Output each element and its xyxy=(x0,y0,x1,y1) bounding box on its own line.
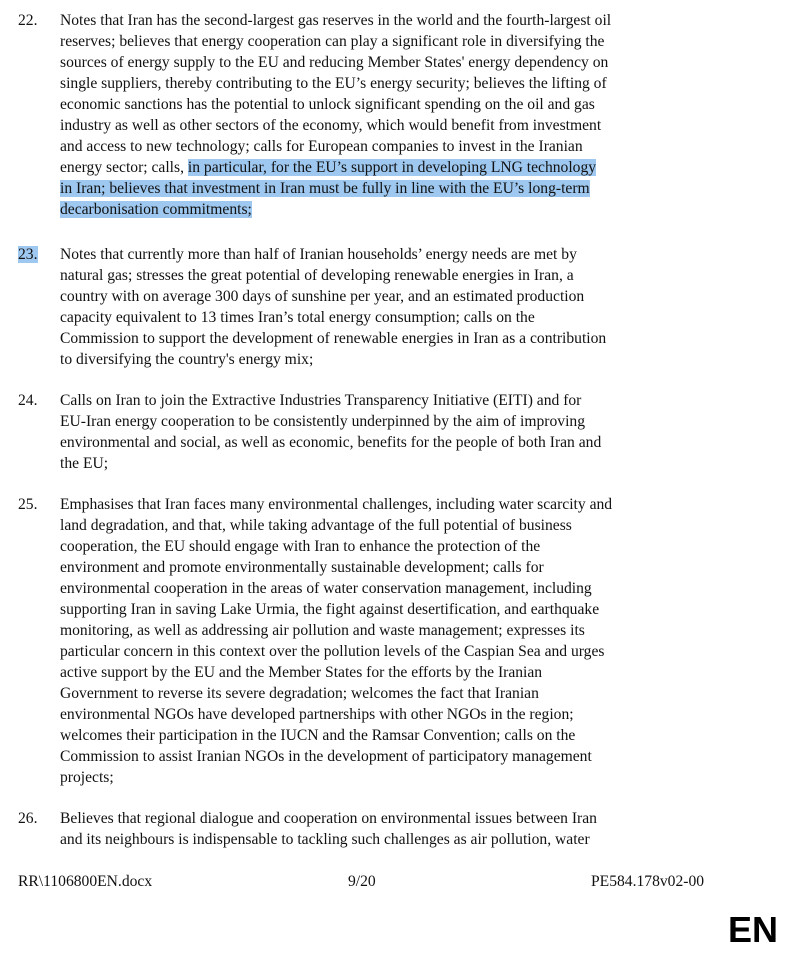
paragraph-number: 25. xyxy=(18,496,38,513)
pe-reference: PE584.178v02-00 xyxy=(591,873,705,890)
paragraph-number: 24. xyxy=(18,392,38,409)
paragraph-text: Emphasises that Iran faces many environmental challenges, including water scarcity and land degradation, and that, while taking advantage of the full potential of business cooperation, the EU should engage with Iran to enhance the protection of the environment and promote environmentally sustainable development; calls for environmental cooperation in the areas of water conservation management, including supporting Iran in saving Lake Urmia, the fight against desertification, and earthquake monitoring, as well as addressing air pollution and waste management; expresses its particular concern in this context over the pollution levels of the Caspian Sea and urges active support by the EU and the Member States for the efforts by the Iranian Government to reverse its severe degradation; welcomes the fact that Iranian environmental NGOs have developed partnerships with other NGOs in the region; welcomes their participation in the IUCN and the Ramsar Convention; calls on the Commission to assist Iranian NGOs in the development of participatory management projects; xyxy=(60,496,613,786)
page-number: 9/20 xyxy=(348,873,376,890)
paragraph-number[interactable]: 23. xyxy=(18,246,38,263)
language-badge: EN xyxy=(728,909,779,950)
selected-text[interactable]: decarbonisation commitments; xyxy=(60,201,252,218)
paragraph-text: Calls on Iran to join the Extractive Industries Transparency Initiative (EITI) and for EU-Iran energy cooperation to be consistently underpinned by the aim of improving environmental and social, as well as economic, benefits for the people of both Iran and the EU; xyxy=(60,392,602,472)
document-reference: RR\1106800EN.docx xyxy=(18,873,153,890)
paragraph-text: Believes that regional dialogue and cooperation on environmental issues between Iran and its neighbours is indispensable to tackling such challenges as air pollution, water xyxy=(60,810,597,848)
selected-text[interactable]: in Iran; believes that investment in Iran must be fully in line with the EU’s long-term xyxy=(60,180,590,197)
paragraph-text: Notes that currently more than half of Iranian households’ energy needs are met by natural gas; stresses the great potential of developing renewable energies in Iran, a country with on average 300 days of sunshine per year, and an estimated production capacity equivalent to 13 times Iran’s total energy consumption; calls on the Commission to support the development of renewable energies in Iran as a contribution to diversifying the country's energy mix; xyxy=(60,246,607,368)
paragraph-number: 26. xyxy=(18,810,38,827)
selected-text[interactable]: in particular, for the EU’s support in developing LNG technology xyxy=(187,159,597,176)
paragraph-text: Notes that Iran has the second-largest gas reserves in the world and the fourth-largest oil reserves; believes that energy cooperation can play a significant role in diversifying the sources of energy supply to the EU and reducing Member States' energy dependency on single suppliers, thereby contributing to the EU’s energy security; believes the lifting of economic sanctions has the potential to unlock significant spending on the oil and gas industry as well as other sectors of the economy, which would benefit from investment and access to new technology; calls for European companies to invest in the Iranian energy sector; calls, in particular, for the EU’s support in developing LNG technology in Iran; believes that investment in Iran must be fully in line with the EU’s long-term decarbonisation commitments; xyxy=(60,12,612,218)
paragraph-number: 22. xyxy=(18,12,38,29)
